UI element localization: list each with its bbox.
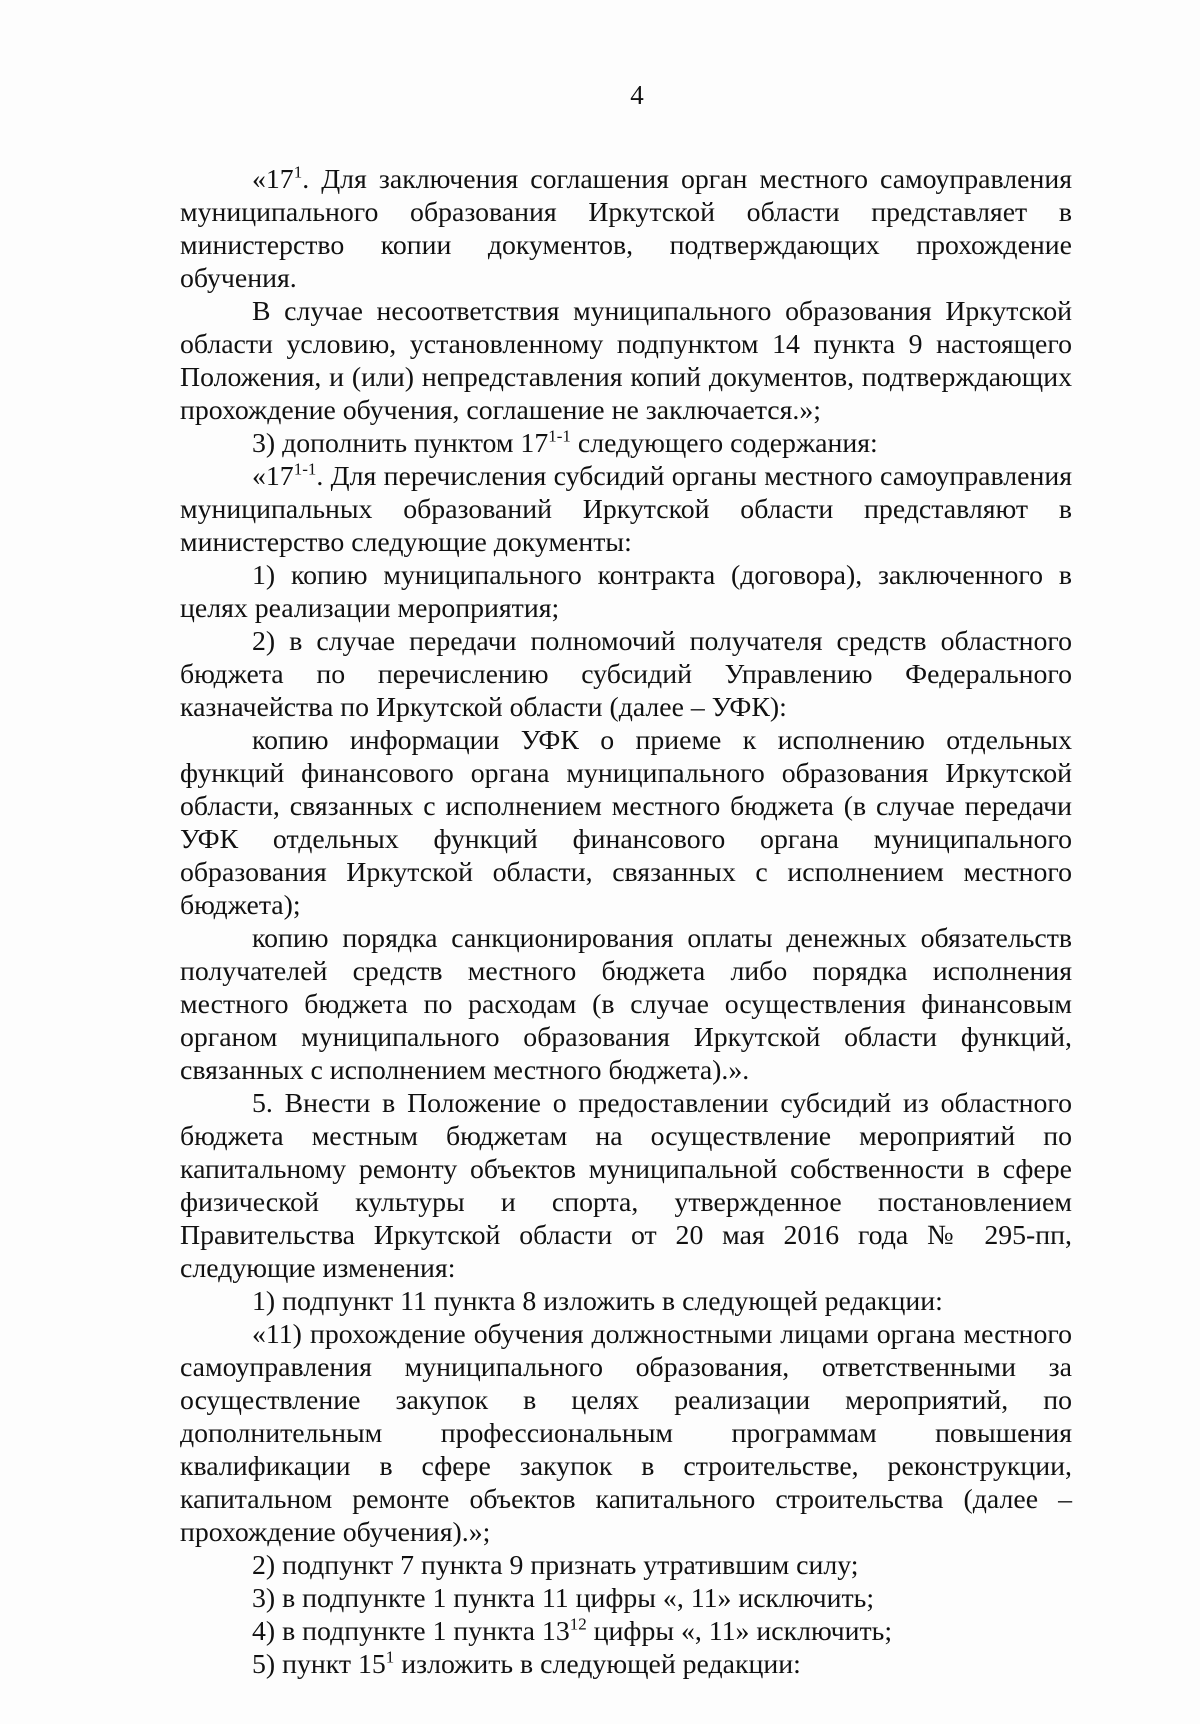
superscript: 1-1 [548, 426, 571, 446]
paragraph-text: 3) дополнить пунктом 17 [252, 428, 549, 459]
paragraph [180, 1582, 1072, 1615]
paragraph [180, 724, 1072, 922]
paragraph [180, 1648, 1072, 1681]
paragraph-text: 3) в подпункте 1 пункта 11 цифры «, 11» исключить; [252, 1583, 875, 1614]
paragraph [180, 163, 1072, 295]
paragraph [180, 1615, 1072, 1648]
paragraph-text: копию порядка санкционирования оплаты денежных обязательств получателей средств местного бюджета либо порядка исполнения местного бюджета по расходам (в случае осуществления финансовым органом муниципального образования Иркутской области функций, связанных с исполнением местного бюджета).». [180, 923, 1072, 1086]
paragraph-text: 2) в случае передачи полномочий получателя средств областного бюджета по перечислению субсидий Управлению Федерального казначейства по Иркутской области (далее – УФК): [180, 626, 1072, 723]
paragraph-text: копию информации УФК о приеме к исполнению отдельных функций финансового органа муниципального образования Иркутской области, связанных с исполнением местного бюджета (в случае передачи УФК отдельных функций финансового органа муниципального образования Иркутской области, связанных с исполнением местного бюджета); [180, 725, 1072, 921]
superscript: 1 [293, 162, 303, 182]
paragraph-text: 2) подпункт 7 пункта 9 признать утратившим силу; [252, 1550, 859, 1581]
paragraph-text: 1) подпункт 11 пункта 8 изложить в следующей редакции: [252, 1286, 943, 1317]
paragraph-text: «17 [252, 164, 294, 195]
paragraph-text: «17 [252, 461, 294, 492]
paragraph-text: 5) пункт 15 [252, 1649, 386, 1680]
paragraph [180, 559, 1072, 625]
paragraph [180, 460, 1072, 559]
paragraph-text: 1) копию муниципального контракта (договора), заключенного в целях реализации мероприятия; [180, 560, 1072, 624]
paragraph-text: 5. Внести в Положение о предоставлении субсидий из областного бюджета местным бюджетам на осуществление мероприятий по капитальному ремонту объектов муниципальной собственности в сфере физической культуры и спорта, утвержденное постановлением Правительства Иркутской области от 20 мая 2016 года № 295-пп, следующие изменения: [180, 1088, 1072, 1284]
paragraph [180, 427, 1072, 460]
paragraph [180, 295, 1072, 427]
paragraph-text: 4) в подпункте 1 пункта 13 [252, 1616, 570, 1647]
paragraph [180, 1087, 1072, 1285]
paragraph-text: . Для заключения соглашения орган местного самоуправления муниципального образования Иркутской области представляет в министерство копии документов, подтверждающих прохождение обучения. [180, 164, 1072, 294]
superscript: 1 [385, 1647, 395, 1667]
paragraph [180, 922, 1072, 1087]
paragraph-text: изложить в следующей редакции: [394, 1649, 801, 1680]
paragraph-text: . Для перечисления субсидий органы местного самоуправления муниципальных образований Иркутской области представляют в министерство следующие документы: [180, 461, 1072, 558]
paragraph [180, 1318, 1072, 1549]
superscript: 12 [569, 1614, 587, 1634]
superscript: 1-1 [293, 459, 317, 479]
paragraph [180, 625, 1072, 724]
paragraph-text: В случае несоответствия муниципального образования Иркутской области условию, установленному подпунктом 14 пункта 9 настоящего Положения, и (или) непредставления копий документов, подтверждающих прохождение обучения, соглашение не заключается.»; [180, 296, 1072, 426]
paragraph-text: цифры «, 11» исключить; [586, 1616, 893, 1647]
paragraph-text: следующего содержания: [570, 428, 878, 459]
document-body [180, 163, 1072, 1681]
paragraph [180, 1549, 1072, 1582]
page-number: 4 [630, 80, 644, 110]
paragraph [180, 1285, 1072, 1318]
paragraph-text: «11) прохождение обучения должностными лицами органа местного самоуправления муниципального образования, ответственными за осуществление закупок в целях реализации мероприятий, по дополнительным профессиональным программам повышения квалификации в сфере закупок в строительстве, реконструкции, капитальном ремонте объектов капитального строительства (далее – прохождение обучения).»; [180, 1319, 1072, 1548]
